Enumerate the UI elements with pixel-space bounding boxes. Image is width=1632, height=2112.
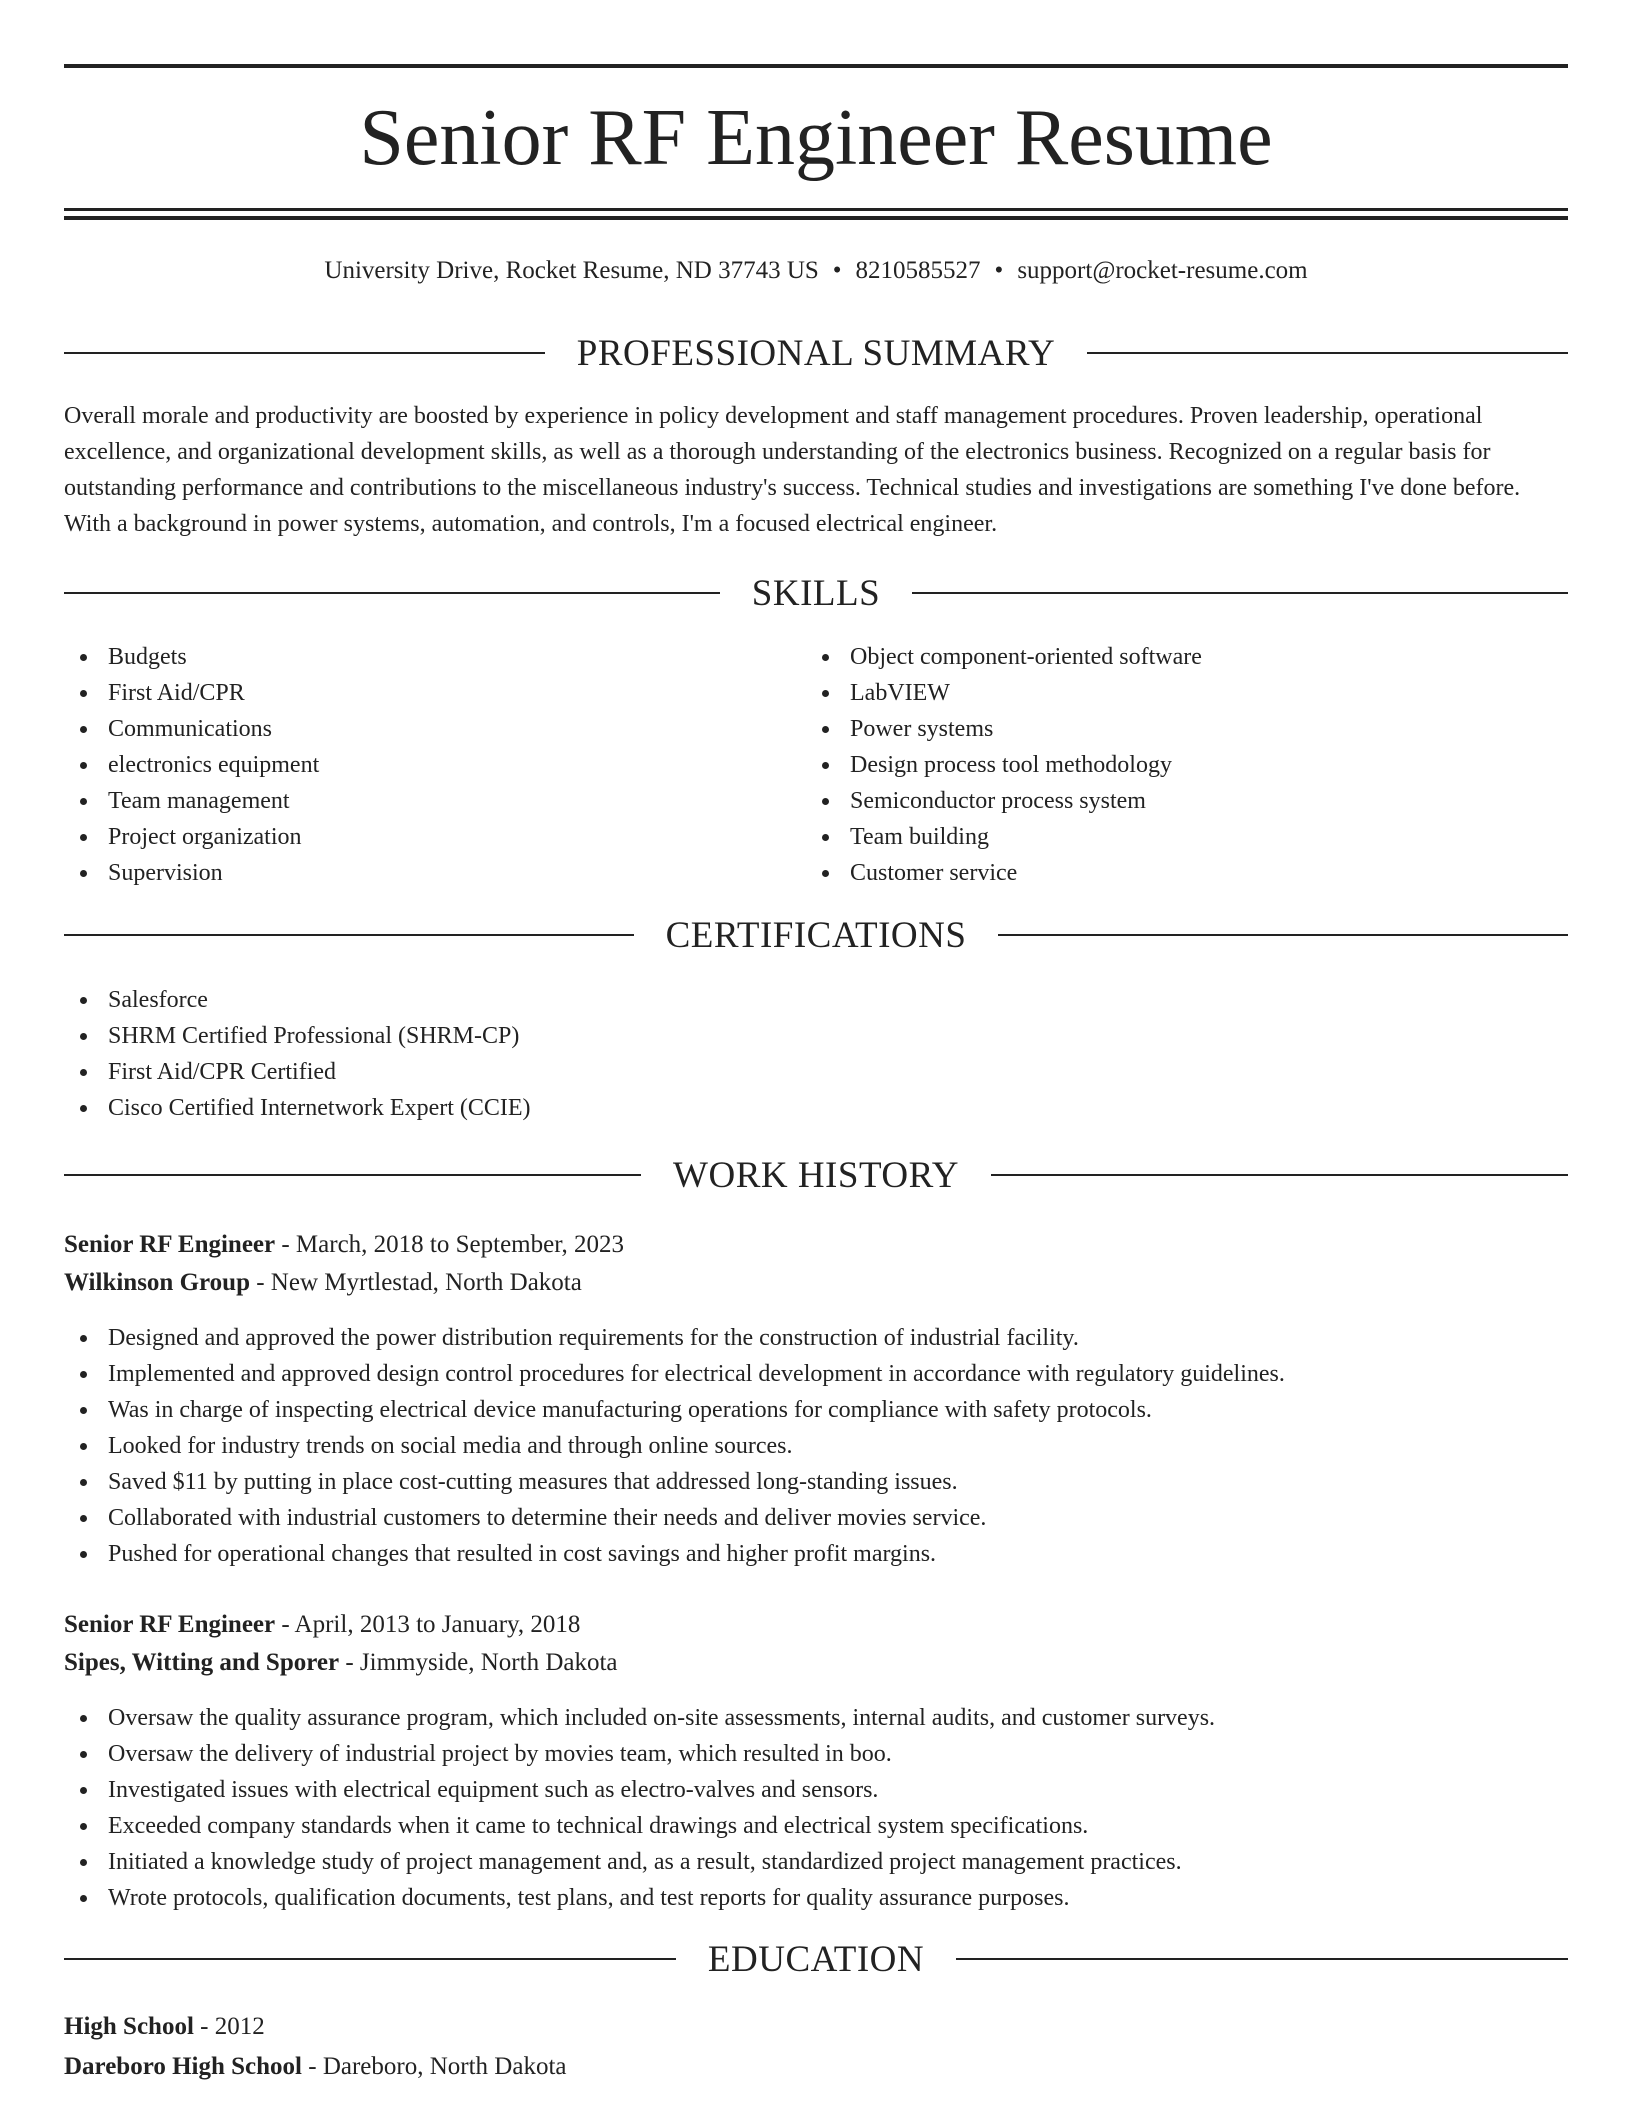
title-rule-upper xyxy=(64,208,1568,211)
job-duty-item: Initiated a knowledge study of project management and, as a result, standardized project management practices. xyxy=(64,1844,1215,1880)
job-dates: - April, 2013 to January, 2018 xyxy=(275,1611,581,1638)
job-duty-item: Implemented and approved design control procedures for electrical development in accordance with regulatory guidelines. xyxy=(64,1356,1285,1392)
heading-rule xyxy=(64,1174,641,1176)
section-heading-work-history xyxy=(64,1152,1568,1198)
job-duty-item: Was in charge of inspecting electrical device manufacturing operations for compliance with safety protocols. xyxy=(64,1392,1285,1428)
heading-rule xyxy=(64,352,545,354)
skills-list-right xyxy=(806,639,1202,891)
education-location: - Dareboro, North Dakota xyxy=(302,2053,567,2080)
skill-item: Communications xyxy=(64,711,319,747)
skill-item: Team management xyxy=(64,783,319,819)
job-duty-item: Looked for industry trends on social media and through online sources. xyxy=(64,1428,1285,1464)
certification-item: Cisco Certified Internetwork Expert (CCIE) xyxy=(64,1090,531,1126)
contact-phone: 8210585527 xyxy=(855,257,981,284)
skill-item: Power systems xyxy=(806,711,1202,747)
heading-rule xyxy=(956,1958,1568,1960)
job-title-line xyxy=(64,1226,1568,1264)
certifications-list xyxy=(64,982,531,1126)
section-heading-education xyxy=(64,1936,1568,1982)
skill-item: Budgets xyxy=(64,639,319,675)
resume-title: Senior RF Engineer Resume xyxy=(359,94,1273,182)
heading-rule xyxy=(64,592,720,594)
contact-separator: • xyxy=(832,257,842,284)
section-title: EDUCATION xyxy=(707,1938,925,1980)
skill-item: Team building xyxy=(806,819,1202,855)
certification-item: First Aid/CPR Certified xyxy=(64,1054,531,1090)
heading-rule xyxy=(1087,352,1568,354)
section-title: PROFESSIONAL SUMMARY xyxy=(576,332,1056,374)
job-duty-item: Pushed for operational changes that resulted in cost savings and higher profit margins. xyxy=(64,1536,1285,1572)
job-company-line xyxy=(64,1264,1568,1302)
skills-list-left xyxy=(64,639,319,891)
job-duty-item: Oversaw the quality assurance program, which included on-site assessments, internal audits, and customer surveys. xyxy=(64,1700,1215,1736)
contact-separator: • xyxy=(994,257,1004,284)
education-school: Dareboro High School xyxy=(64,2053,302,2080)
skill-item: LabVIEW xyxy=(806,675,1202,711)
job-title: Senior RF Engineer xyxy=(64,1231,276,1258)
contact-email: support@rocket-resume.com xyxy=(1017,257,1308,284)
certification-item: Salesforce xyxy=(64,982,531,1018)
heading-rule xyxy=(998,934,1568,936)
contact-line xyxy=(64,254,1568,288)
skill-item: Semiconductor process system xyxy=(806,783,1202,819)
heading-rule xyxy=(912,592,1568,594)
top-rule xyxy=(64,64,1568,68)
job-duty-item: Oversaw the delivery of industrial project by movies team, which resulted in boo. xyxy=(64,1736,1215,1772)
heading-rule xyxy=(64,1958,676,1960)
title-rule-lower xyxy=(64,216,1568,220)
heading-rule xyxy=(64,934,634,936)
skill-item: First Aid/CPR xyxy=(64,675,319,711)
skill-item: electronics equipment xyxy=(64,747,319,783)
job-duties-list xyxy=(64,1700,1215,1916)
section-heading-skills xyxy=(64,570,1568,616)
summary-text: Overall morale and productivity are boosted by experience in policy development and staff management procedures. Proven leadership, operational excellence, and organizational development skills, as well as a thorough understanding of the electronics business. Recognized on a regular basis for outstanding performance and contributions to the miscellaneous industry's success. Technical studies and investigations are something I've done before. With a background in power systems, automation, and controls, I'm a focused electrical engineer. xyxy=(64,403,1521,537)
job-location: - Jimmyside, North Dakota xyxy=(339,1649,618,1676)
job-duty-item: Investigated issues with electrical equipment such as electro-valves and sensors. xyxy=(64,1772,1215,1808)
job-duty-item: Exceeded company standards when it came to technical drawings and electrical system specifications. xyxy=(64,1808,1215,1844)
job-dates: - March, 2018 to September, 2023 xyxy=(275,1231,625,1258)
heading-rule xyxy=(991,1174,1568,1176)
skill-item: Design process tool methodology xyxy=(806,747,1202,783)
job-duty-item: Wrote protocols, qualification documents, test plans, and test reports for quality assurance purposes. xyxy=(64,1880,1215,1916)
skill-item: Object component-oriented software xyxy=(806,639,1202,675)
section-title: WORK HISTORY xyxy=(673,1154,959,1196)
contact-address: University Drive, Rocket Resume, ND 37743 US xyxy=(324,257,819,284)
job-company-line xyxy=(64,1644,1568,1682)
section-title: CERTIFICATIONS xyxy=(665,914,967,956)
skill-item: Project organization xyxy=(64,819,319,855)
job-duties-list xyxy=(64,1320,1285,1572)
section-title: SKILLS xyxy=(751,572,881,614)
section-heading-summary xyxy=(64,330,1568,376)
education-year: - 2012 xyxy=(193,2013,265,2040)
job-company: Sipes, Witting and Sporer xyxy=(64,1649,340,1676)
job-location: - New Myrtlestad, North Dakota xyxy=(249,1269,582,1296)
job-duty-item: Collaborated with industrial customers to determine their needs and deliver movies service. xyxy=(64,1500,1285,1536)
education-degree: High School xyxy=(64,2013,194,2040)
education-school-line xyxy=(64,2048,1568,2086)
skill-item: Customer service xyxy=(806,855,1202,891)
job-title-line xyxy=(64,1606,1568,1644)
education-degree-line xyxy=(64,2008,1568,2046)
skill-item: Supervision xyxy=(64,855,319,891)
job-company: Wilkinson Group xyxy=(64,1269,250,1296)
job-duty-item: Designed and approved the power distribution requirements for the construction of industrial facility. xyxy=(64,1320,1285,1356)
certification-item: SHRM Certified Professional (SHRM-CP) xyxy=(64,1018,531,1054)
job-duty-item: Saved $11 by putting in place cost-cutting measures that addressed long-standing issues. xyxy=(64,1464,1285,1500)
job-title: Senior RF Engineer xyxy=(64,1611,276,1638)
section-heading-certifications xyxy=(64,912,1568,958)
